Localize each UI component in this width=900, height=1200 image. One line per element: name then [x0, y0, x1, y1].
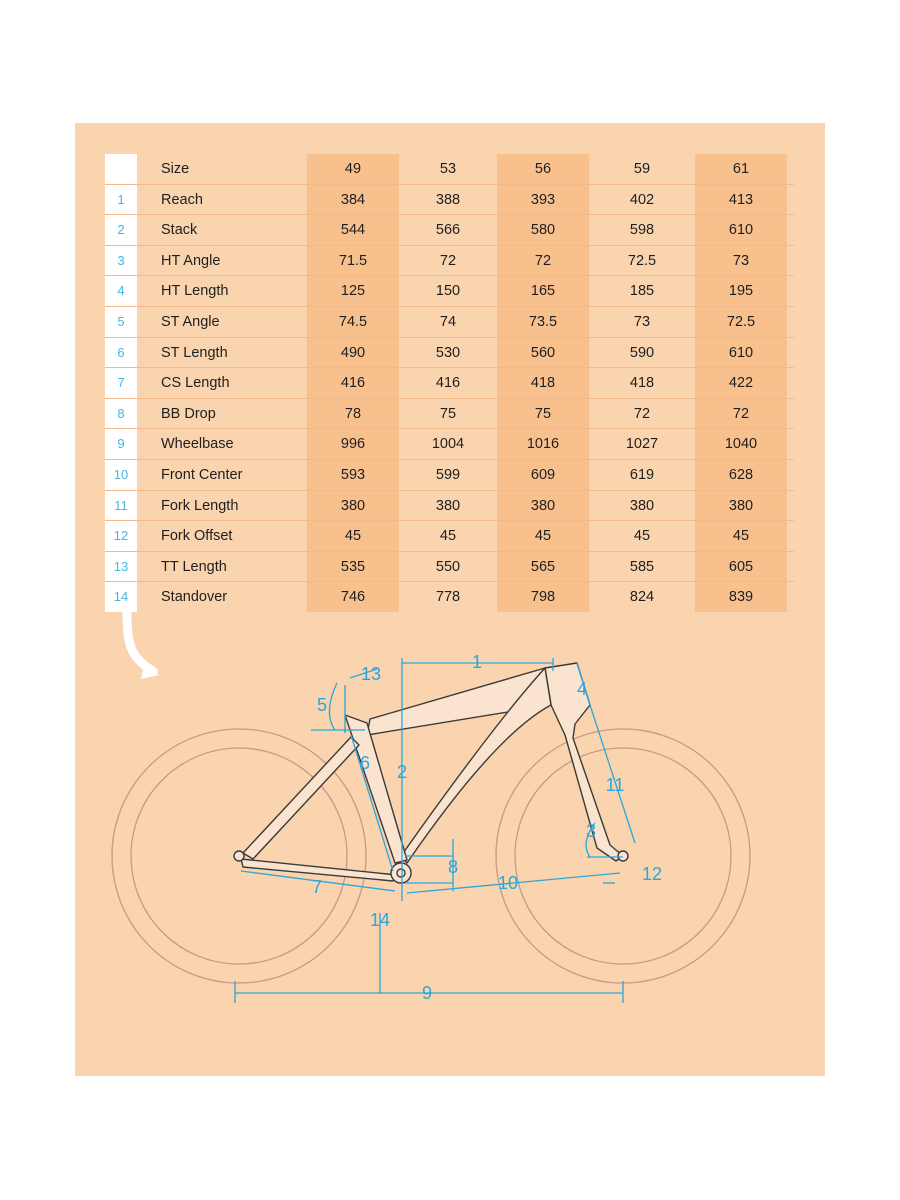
size-header-cell: 53	[439, 161, 457, 177]
value-cell: 384	[340, 191, 366, 208]
value-cell: 609	[530, 467, 556, 483]
value-cell: 593	[340, 467, 366, 483]
value-cell: 544	[340, 222, 366, 239]
value-cell: 402	[629, 191, 655, 208]
row-number: 12	[113, 528, 129, 544]
value-cell: 839	[728, 589, 754, 606]
measurement-label: BB Drop	[161, 405, 216, 422]
value-cell: 45	[439, 528, 457, 545]
value-cell: 165	[530, 283, 556, 300]
value-cell: 380	[530, 497, 556, 514]
row-number: 4	[117, 283, 125, 299]
value-cell: 1004	[431, 436, 465, 453]
value-cell: 380	[340, 497, 366, 514]
row-number: 7	[117, 375, 125, 391]
value-cell: 560	[530, 344, 556, 361]
value-cell: 45	[633, 528, 651, 545]
measurement-label: Wheelbase	[161, 436, 234, 453]
size-header-cell: 49	[344, 161, 362, 177]
measurement-label: HT Length	[161, 283, 229, 300]
measurement-label: Front Center	[161, 467, 243, 483]
row-number: 10	[113, 467, 129, 482]
value-cell: 380	[728, 497, 754, 514]
value-cell: 74.5	[338, 314, 368, 330]
bb-drop-callout: 8	[447, 857, 459, 877]
size-label: Size	[161, 161, 190, 177]
value-cell: 610	[728, 222, 754, 239]
measurement-label: Fork Offset	[161, 528, 233, 545]
value-cell: 1040	[724, 436, 758, 453]
value-cell: 566	[435, 222, 461, 239]
row-number: 6	[117, 344, 125, 360]
value-cell: 380	[435, 497, 461, 514]
value-cell: 610	[728, 344, 754, 361]
measurement-label: Stack	[161, 222, 198, 239]
row-number: 9	[117, 436, 125, 452]
value-cell: 413	[728, 191, 754, 208]
size-header-cell: 56	[534, 161, 552, 177]
value-cell: 778	[435, 589, 461, 606]
value-cell: 598	[629, 222, 655, 239]
value-cell: 72	[439, 252, 457, 269]
value-cell: 418	[629, 375, 655, 392]
value-cell: 746	[340, 589, 366, 606]
fork-length-callout: 11	[605, 775, 625, 795]
value-cell: 45	[344, 528, 362, 545]
value-cell: 798	[530, 589, 556, 606]
seat-stay	[243, 737, 359, 859]
value-cell: 72	[534, 252, 552, 269]
seat-tube	[345, 715, 407, 863]
value-cell: 72	[633, 405, 651, 422]
value-cell: 1016	[526, 436, 560, 453]
value-cell: 195	[728, 283, 754, 300]
ht-angle-callout: 3	[585, 821, 597, 841]
row-number: 13	[113, 558, 129, 574]
row-number: 2	[117, 222, 125, 238]
value-cell: 45	[534, 528, 552, 545]
value-cell: 530	[435, 344, 461, 361]
value-cell: 45	[732, 528, 750, 545]
pointer-arrow-shaft	[127, 612, 153, 671]
measurement-label: HT Angle	[161, 252, 221, 269]
cs-length-callout: 7	[311, 877, 323, 897]
reach-callout: 1	[471, 652, 483, 672]
value-cell: 605	[728, 558, 754, 575]
value-cell: 78	[344, 405, 362, 422]
value-cell: 590	[629, 344, 655, 361]
geometry-panel	[75, 123, 825, 1076]
row-number: 1	[117, 191, 125, 207]
value-cell: 628	[728, 467, 754, 483]
value-cell: 72.5	[726, 314, 756, 330]
measurement-label: ST Length	[161, 344, 228, 361]
measurement-label: Reach	[161, 191, 203, 208]
measurement-label: TT Length	[161, 558, 227, 575]
value-cell: 72.5	[627, 252, 657, 269]
value-cell: 73	[732, 252, 750, 269]
value-cell: 73.5	[528, 314, 558, 330]
st-length-callout: 6	[359, 753, 371, 773]
value-cell: 535	[340, 558, 366, 575]
row-number: 8	[117, 405, 125, 421]
value-cell: 550	[435, 558, 461, 575]
front-center-callout: 10	[497, 873, 519, 893]
value-cell: 996	[340, 436, 366, 453]
value-cell: 150	[435, 283, 461, 300]
value-cell: 1027	[625, 436, 659, 453]
row-number: 3	[117, 252, 125, 268]
wheelbase-callout: 9	[421, 983, 433, 1003]
value-cell: 185	[629, 283, 655, 300]
rear-axle	[234, 851, 244, 861]
value-cell: 490	[340, 344, 366, 361]
size-header-cell: 61	[732, 161, 750, 177]
tt-length-callout: 13	[360, 664, 382, 684]
value-cell: 580	[530, 222, 556, 239]
value-cell: 422	[728, 375, 754, 392]
st-angle-callout: 5	[316, 695, 328, 715]
measurement-label: CS Length	[161, 375, 230, 392]
value-cell: 619	[629, 467, 655, 483]
value-cell: 75	[439, 405, 457, 422]
stack-callout: 2	[396, 762, 408, 782]
measurement-label: Standover	[161, 589, 228, 606]
row-number: 5	[117, 314, 125, 329]
value-cell: 418	[530, 375, 556, 392]
ht-length-callout: 4	[576, 679, 588, 699]
value-cell: 125	[340, 283, 366, 300]
value-cell: 824	[629, 589, 655, 606]
value-cell: 585	[629, 558, 655, 575]
size-header-cell: 59	[633, 161, 651, 177]
value-cell: 72	[732, 405, 750, 422]
standover-callout: 14	[369, 910, 391, 930]
value-cell: 565	[530, 558, 556, 575]
value-cell: 416	[340, 375, 366, 392]
value-cell: 74	[439, 314, 457, 330]
value-cell: 416	[435, 375, 461, 392]
value-cell: 599	[435, 467, 461, 483]
fork-offset-callout: 12	[641, 864, 663, 884]
value-cell: 71.5	[338, 252, 368, 269]
st-angle-arc	[329, 683, 337, 730]
value-cell: 75	[534, 405, 552, 422]
measurement-label: Fork Length	[161, 497, 239, 514]
value-cell: 380	[629, 497, 655, 514]
row-number: 11	[114, 497, 128, 513]
value-cell: 388	[435, 191, 461, 208]
front-axle	[618, 851, 628, 861]
bottom-bracket-axle	[397, 869, 405, 877]
value-cell: 393	[530, 191, 556, 208]
measurement-label: ST Angle	[161, 314, 220, 330]
bike-geometry-diagram	[75, 123, 825, 1076]
value-cell: 73	[633, 314, 651, 330]
row-number: 14	[113, 589, 129, 605]
